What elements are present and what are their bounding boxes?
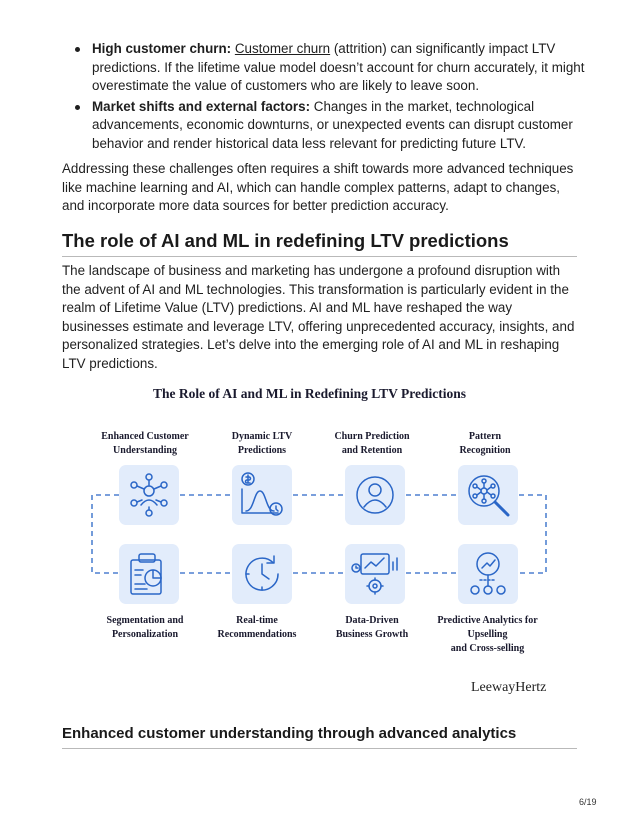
label-enhanced-customer-understanding: Enhanced Customer Understanding	[101, 431, 189, 456]
bullet-text: Changes in the market, technological advancements, economic downturns, or unexpected events can disrupt customer behavior and render historical data less relevant for predicting future LTV.	[92, 98, 573, 151]
brand-logo-text: LeewayHertz	[471, 680, 547, 695]
label-pattern-recognition: Pattern Recognition	[459, 431, 511, 456]
dollar-chart-clock-icon	[232, 465, 292, 525]
label-predictive-analytics: Predictive Analytics for Upselling and Cross-selling	[437, 615, 538, 654]
dashboard-gear-icon	[345, 544, 405, 604]
magnifier-network-icon	[458, 465, 518, 525]
infographic-title: The Role of AI and ML in Redefining LTV Predictions	[153, 386, 466, 401]
tile-real-time	[232, 544, 292, 604]
paragraph-addressing: Addressing these challenges often requires a shift towards more advanced techniques like machine learning and AI, which can handle complex patterns, adapt to changes, and incorporate more data sources for better prediction accuracy.	[62, 161, 574, 213]
section-heading-role: The role of AI and ML in redefining LTV predictions	[62, 230, 577, 257]
tile-dynamic-ltv	[232, 465, 292, 525]
network-person-icon	[119, 465, 179, 525]
bullet-text: (attrition) can significantly impact LTV predictions. If the lifetime value model doesn’t account for churn accurately, it might overestimate the value of customers who are likely to leave soon.	[92, 41, 585, 93]
segmentation-report-icon	[119, 544, 179, 604]
clock-refresh-icon	[232, 544, 292, 604]
label-real-time: Real-time Recommendations	[217, 615, 297, 640]
bullet-term: High customer churn:	[92, 41, 232, 56]
label-churn-prediction: Churn Prediction and Retention	[334, 431, 410, 456]
label-dynamic-ltv-predictions: Dynamic LTV Predictions	[231, 431, 293, 456]
tile-segmentation	[119, 544, 179, 604]
page-number: 6/19	[579, 797, 597, 807]
paragraph-landscape: The landscape of business and marketing has undergone a profound disruption with the advent of AI and ML technologies. This transformation is particularly evident in the realm of Lifetime Value (LTV) predictions. AI and ML have reshaped the way businesses estimate and leverage LTV, offering unprecedented accuracy, insights, and personalized strategies. Let’s delve into the emerging role of AI and ML in reshaping LTV predictions.	[62, 263, 575, 371]
bullet-term: Market shifts and external factors:	[92, 98, 311, 114]
chart-people-icon	[458, 544, 518, 604]
section-heading-enhanced: Enhanced customer understanding through advanced analytics	[62, 725, 577, 749]
tile-churn-prediction	[345, 465, 405, 525]
tile-pattern-recognition	[458, 465, 518, 525]
person-icon	[345, 465, 405, 525]
tile-data-driven	[345, 544, 405, 604]
label-segmentation: Segmentation and Personalization	[106, 615, 184, 640]
label-data-driven: Data-Driven Business Growth	[335, 615, 409, 640]
tile-enhanced-understanding	[119, 465, 179, 525]
tile-predictive-analytics	[458, 544, 518, 604]
customer-churn-link[interactable]: Customer churn	[234, 41, 331, 56]
